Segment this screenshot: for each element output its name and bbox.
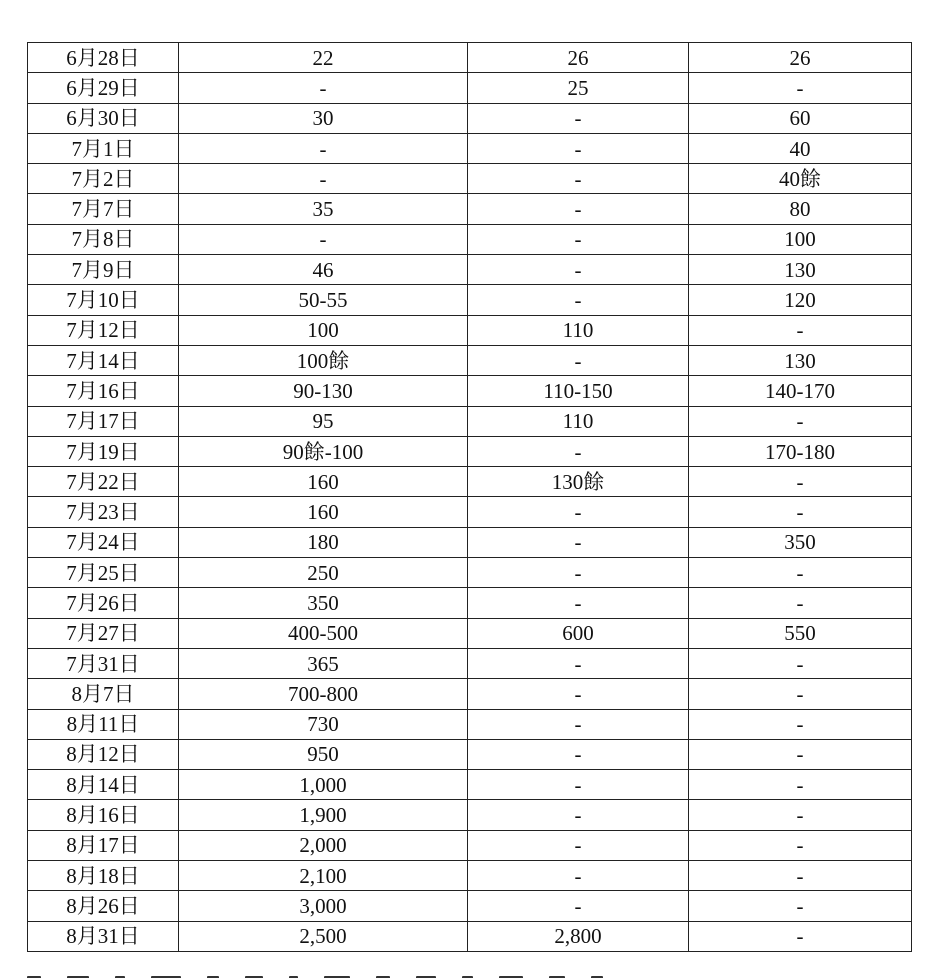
value-cell-col3: - xyxy=(468,527,689,557)
value-cell-col3: - xyxy=(468,800,689,830)
value-cell-col4: 550 xyxy=(689,618,912,648)
value-cell-col3: - xyxy=(468,588,689,618)
value-cell-col2: 1,000 xyxy=(179,770,468,800)
value-cell-col2: 95 xyxy=(179,406,468,436)
value-cell-col4: - xyxy=(689,648,912,678)
table-row xyxy=(28,770,912,800)
date-cell: 6月28日 xyxy=(28,43,179,73)
date-cell: 7月10日 xyxy=(28,285,179,315)
value-cell-col4: - xyxy=(689,770,912,800)
value-cell-col2: - xyxy=(179,164,468,194)
date-cell: 7月22日 xyxy=(28,467,179,497)
value-cell-col4: - xyxy=(689,588,912,618)
table-row xyxy=(28,467,912,497)
value-cell-col2: 365 xyxy=(179,648,468,678)
date-cell: 7月23日 xyxy=(28,497,179,527)
table-row xyxy=(28,497,912,527)
date-cell: 8月18日 xyxy=(28,861,179,891)
value-cell-col2: 3,000 xyxy=(179,891,468,921)
value-cell-col2: - xyxy=(179,224,468,254)
table-row xyxy=(28,103,912,133)
date-cell: 8月26日 xyxy=(28,891,179,921)
value-cell-col3: - xyxy=(468,133,689,163)
value-cell-col2: 160 xyxy=(179,467,468,497)
date-cell: 7月24日 xyxy=(28,527,179,557)
value-cell-col3: - xyxy=(468,224,689,254)
value-cell-col2: 950 xyxy=(179,739,468,769)
table-row xyxy=(28,588,912,618)
date-cell: 6月30日 xyxy=(28,103,179,133)
table-row xyxy=(28,315,912,345)
value-cell-col3: - xyxy=(468,497,689,527)
value-cell-col3: - xyxy=(468,861,689,891)
date-cell: 7月31日 xyxy=(28,648,179,678)
value-cell-col4: 120 xyxy=(689,285,912,315)
value-cell-col4: - xyxy=(689,315,912,345)
value-cell-col2: 1,900 xyxy=(179,800,468,830)
value-cell-col2: 700-800 xyxy=(179,679,468,709)
date-cell: 8月17日 xyxy=(28,830,179,860)
value-cell-col3: 110-150 xyxy=(468,376,689,406)
value-cell-col4: - xyxy=(689,800,912,830)
value-cell-col3: - xyxy=(468,103,689,133)
value-cell-col4: 100 xyxy=(689,224,912,254)
value-cell-col4: 140-170 xyxy=(689,376,912,406)
date-cell: 7月2日 xyxy=(28,164,179,194)
table-row xyxy=(28,709,912,739)
table-row xyxy=(28,133,912,163)
value-cell-col3: - xyxy=(468,679,689,709)
table-row xyxy=(28,739,912,769)
value-cell-col3: - xyxy=(468,739,689,769)
value-cell-col4: - xyxy=(689,891,912,921)
date-cell: 7月16日 xyxy=(28,376,179,406)
table-body xyxy=(28,43,912,952)
value-cell-col3: - xyxy=(468,194,689,224)
table-row xyxy=(28,285,912,315)
value-cell-col3: - xyxy=(468,164,689,194)
value-cell-col3: 110 xyxy=(468,406,689,436)
date-cell: 7月26日 xyxy=(28,588,179,618)
value-cell-col2: 100 xyxy=(179,315,468,345)
date-cell: 7月19日 xyxy=(28,436,179,466)
table-row xyxy=(28,406,912,436)
table-row xyxy=(28,224,912,254)
value-cell-col3: - xyxy=(468,558,689,588)
value-cell-col2: 180 xyxy=(179,527,468,557)
value-cell-col4: - xyxy=(689,709,912,739)
value-cell-col2: 100餘 xyxy=(179,345,468,375)
date-cell: 6月29日 xyxy=(28,73,179,103)
value-cell-col4: 60 xyxy=(689,103,912,133)
value-cell-col2: 160 xyxy=(179,497,468,527)
table-row xyxy=(28,861,912,891)
value-cell-col2: 30 xyxy=(179,103,468,133)
cut-off-text-line xyxy=(27,966,787,978)
table-row xyxy=(28,891,912,921)
table-row xyxy=(28,830,912,860)
date-cell: 7月1日 xyxy=(28,133,179,163)
value-cell-col2: 22 xyxy=(179,43,468,73)
value-cell-col2: 2,500 xyxy=(179,921,468,951)
date-cell: 8月7日 xyxy=(28,679,179,709)
date-cell: 7月8日 xyxy=(28,224,179,254)
value-cell-col2: 35 xyxy=(179,194,468,224)
value-cell-col4: - xyxy=(689,861,912,891)
table-row xyxy=(28,527,912,557)
value-cell-col3: 2,800 xyxy=(468,921,689,951)
value-cell-col2: - xyxy=(179,73,468,103)
table-row xyxy=(28,345,912,375)
date-cell: 8月16日 xyxy=(28,800,179,830)
value-cell-col4: 40 xyxy=(689,133,912,163)
table-row xyxy=(28,376,912,406)
value-cell-col2: 90餘-100 xyxy=(179,436,468,466)
value-cell-col2: 730 xyxy=(179,709,468,739)
value-cell-col3: 130餘 xyxy=(468,467,689,497)
value-cell-col3: - xyxy=(468,770,689,800)
value-cell-col4: 130 xyxy=(689,255,912,285)
value-cell-col4: - xyxy=(689,830,912,860)
date-cell: 7月12日 xyxy=(28,315,179,345)
table-row xyxy=(28,73,912,103)
value-cell-col2: 90-130 xyxy=(179,376,468,406)
table-row xyxy=(28,436,912,466)
price-table xyxy=(27,42,912,952)
table-row xyxy=(28,679,912,709)
value-cell-col4: - xyxy=(689,467,912,497)
value-cell-col3: - xyxy=(468,436,689,466)
table-row xyxy=(28,618,912,648)
value-cell-col2: 350 xyxy=(179,588,468,618)
date-cell: 8月31日 xyxy=(28,921,179,951)
value-cell-col2: - xyxy=(179,133,468,163)
value-cell-col2: 2,000 xyxy=(179,830,468,860)
date-cell: 8月12日 xyxy=(28,739,179,769)
value-cell-col4: - xyxy=(689,406,912,436)
date-cell: 7月27日 xyxy=(28,618,179,648)
date-cell: 8月11日 xyxy=(28,709,179,739)
value-cell-col3: - xyxy=(468,648,689,678)
table-row xyxy=(28,43,912,73)
value-cell-col4: 40餘 xyxy=(689,164,912,194)
value-cell-col4: - xyxy=(689,497,912,527)
value-cell-col3: - xyxy=(468,285,689,315)
value-cell-col3: 110 xyxy=(468,315,689,345)
value-cell-col3: - xyxy=(468,255,689,285)
table-row xyxy=(28,648,912,678)
value-cell-col4: 350 xyxy=(689,527,912,557)
value-cell-col2: 400-500 xyxy=(179,618,468,648)
value-cell-col3: - xyxy=(468,345,689,375)
date-cell: 7月7日 xyxy=(28,194,179,224)
value-cell-col4: 130 xyxy=(689,345,912,375)
date-cell: 7月9日 xyxy=(28,255,179,285)
value-cell-col4: - xyxy=(689,921,912,951)
value-cell-col2: 250 xyxy=(179,558,468,588)
value-cell-col4: - xyxy=(689,679,912,709)
value-cell-col3: - xyxy=(468,891,689,921)
value-cell-col4: 170-180 xyxy=(689,436,912,466)
table-row xyxy=(28,255,912,285)
table-row xyxy=(28,194,912,224)
value-cell-col3: 26 xyxy=(468,43,689,73)
value-cell-col3: - xyxy=(468,709,689,739)
value-cell-col3: 600 xyxy=(468,618,689,648)
value-cell-col2: 46 xyxy=(179,255,468,285)
value-cell-col2: 2,100 xyxy=(179,861,468,891)
date-cell: 7月14日 xyxy=(28,345,179,375)
value-cell-col4: - xyxy=(689,73,912,103)
value-cell-col3: 25 xyxy=(468,73,689,103)
value-cell-col3: - xyxy=(468,830,689,860)
table-row xyxy=(28,921,912,951)
table-row xyxy=(28,800,912,830)
date-cell: 7月25日 xyxy=(28,558,179,588)
table-row xyxy=(28,164,912,194)
value-cell-col4: - xyxy=(689,739,912,769)
value-cell-col2: 50-55 xyxy=(179,285,468,315)
value-cell-col4: 26 xyxy=(689,43,912,73)
table-row xyxy=(28,558,912,588)
value-cell-col4: - xyxy=(689,558,912,588)
value-cell-col4: 80 xyxy=(689,194,912,224)
date-cell: 7月17日 xyxy=(28,406,179,436)
date-cell: 8月14日 xyxy=(28,770,179,800)
